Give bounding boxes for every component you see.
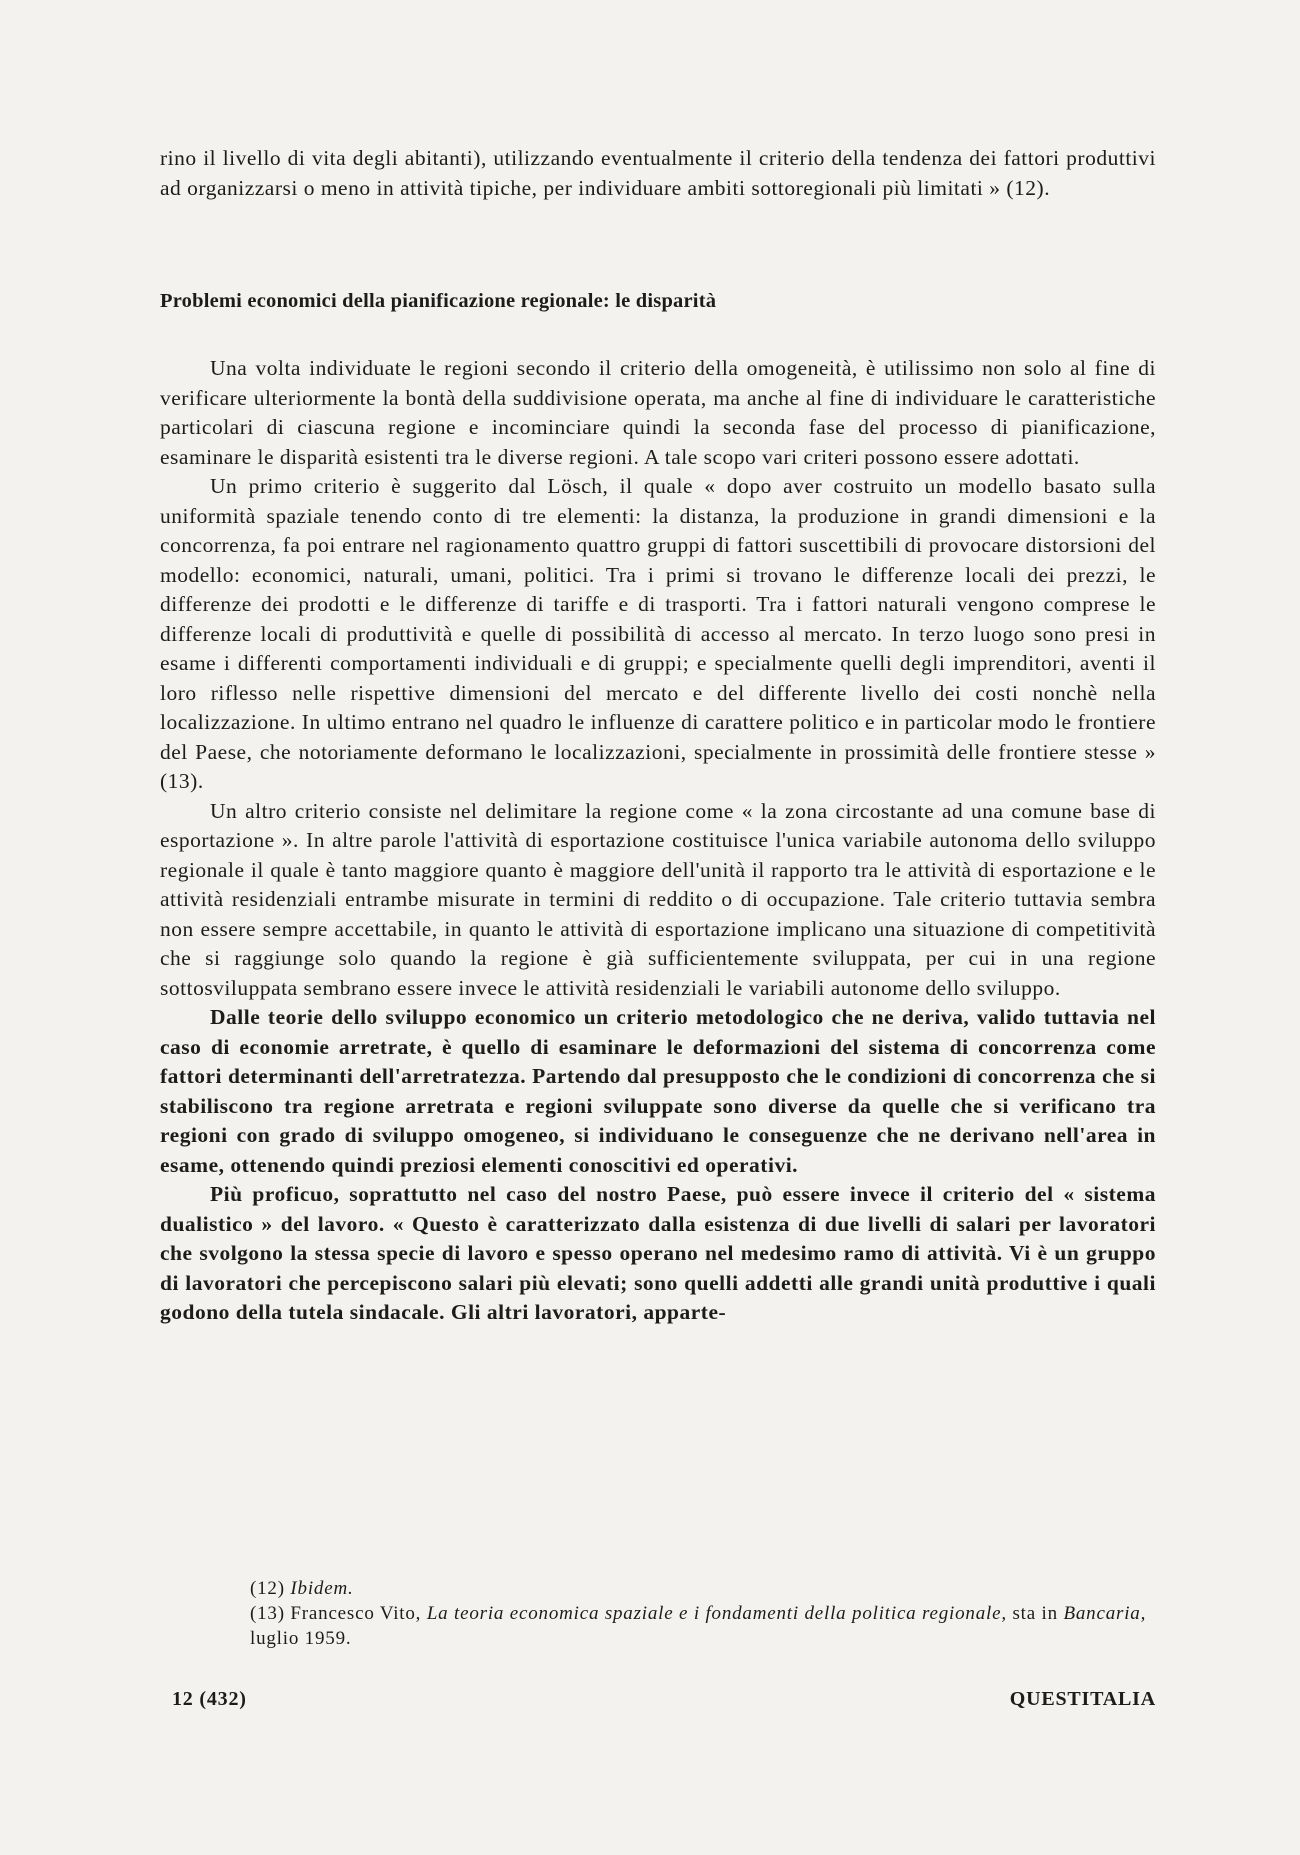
footnote-13 bbox=[250, 1601, 1156, 1651]
footnotes bbox=[250, 1576, 1156, 1651]
section-heading: Problemi economici della pianificazione regionale: le disparità bbox=[160, 290, 717, 312]
body-text bbox=[160, 354, 1156, 1328]
paragraph-continuation: rino il livello di vita degli abitanti), utilizzando eventualmente il criterio della tendenza dei fattori produttivi ad organizzarsi o meno in attività tipiche, per individuare ambiti sottoregionali più limitati » (12). bbox=[160, 146, 1156, 200]
footnote-12-number: (12) bbox=[250, 1578, 285, 1599]
paragraph-2: Un primo criterio è suggerito dal Lösch, il quale « dopo aver costruito un modello basato sulla uniformità spaziale tenendo conto di tre elementi: la distanza, la produzione in grandi dimensioni e la concorrenza, fa poi entrare nel ragionamento quattro gruppi di fattori suscettibili di provocare distorsioni del modello: economici, naturali, umani, politici. Tra i primi si trovano le differenze locali dei prezzi, le differenze dei prodotti e le differenze di tariffe e di trasporti. Tra i fattori naturali vengono comprese le differenze locali di produttività e quelle di possibilità di accesso al mercato. In terzo luogo sono presi in esame i differenti comportamenti individuali e di gruppi; e specialmente quelli degli imprenditori, aventi il loro riflesso nelle rispettive dimensioni del mercato e del differente livello dei costi nonchè nella localizzazione. In ultimo entrano nel quadro le influenze di carattere politico e in particolar modo le frontiere del Paese, che notoriamente deformano le localizzazioni, specialmente in prossimità delle frontiere stesse » (13). bbox=[160, 474, 1156, 793]
continuation-paragraph bbox=[160, 144, 1156, 203]
paragraph-1: Una volta individuate le regioni secondo il criterio della omogeneità, è utilissimo non solo al fine di verificare ulteriormente la bontà della suddivisione operata, ma anche al fine di individuare le caratteristiche particolari di ciascuna regione e incominciare quindi la seconda fase del processo di pianificazione, esaminare le disparità esistenti tra le diverse regioni. A tale scopo vari criteri possono essere adottati. bbox=[160, 356, 1156, 469]
footnote-13-date: luglio 1959. bbox=[250, 1628, 352, 1649]
paragraph-5: Più proficuo, soprattutto nel caso del nostro Paese, può essere invece il criterio del « sistema dualistico » del lavoro. « Questo è caratterizzato dalla esistenza di due livelli di salari per lavoratori che svolgono la stessa specie di lavoro e spesso operano nel medesimo ramo di attività. Vi è un gruppo di lavoratori che percepiscono salari più elevati; sono quelli addetti alle grandi unità produttive i quali godono della tutela sindacale. Gli altri lavoratori, apparte- bbox=[160, 1182, 1156, 1324]
footnote-13-title: La teoria economica spaziale e i fondamenti della politica regionale, bbox=[426, 1603, 1007, 1624]
footnote-13-mid: sta in bbox=[1012, 1603, 1058, 1624]
page-number: 12 (432) bbox=[172, 1688, 247, 1710]
footnote-12-text: Ibidem. bbox=[290, 1578, 354, 1599]
journal-name: QUESTITALIA bbox=[1009, 1688, 1156, 1710]
paragraph-3: Un altro criterio consiste nel delimitare la regione come « la zona circostante ad una comune base di esportazione ». In altre parole l'attività di esportazione costituisce l'unica variabile autonoma dello sviluppo regionale il quale è tanto maggiore quanto è maggiore dell'unità il rapporto tra le attività di esportazione e le attività residenziali entrambe misurate in termini di reddito o di occupazione. Tale criterio tuttavia sembra non essere sempre accettabile, in quanto le attività di esportazione implicano una situazione di competitività che si raggiunge solo quando la regione è già sufficientemente sviluppata, per cui in una regione sottosviluppata sembrano essere invece le attività residenziali le variabili autonome dello sviluppo. bbox=[160, 798, 1156, 1000]
footnote-13-number: (13) bbox=[250, 1603, 285, 1624]
paragraph-4: Dalle teorie dello sviluppo economico un criterio metodologico che ne deriva, valido tuttavia nel caso di economie arretrate, è quello di esaminare le deformazioni del sistema di concorrenza come fattori determinanti dell'arretratezza. Partendo dal presupposto che le condizioni di concorrenza che si stabiliscono tra regione arretrata e regioni sviluppate sono diverse da quelle che si verificano tra regioni con grado di sviluppo omogeneo, si individuano le conseguenze che ne derivano nell'area in esame, ottenendo quindi preziosi elementi conoscitivi ed operativi. bbox=[160, 1005, 1156, 1177]
footnote-13-author: Francesco Vito, bbox=[290, 1603, 422, 1624]
footnote-12 bbox=[250, 1576, 1156, 1601]
footnote-13-journal: Bancaria, bbox=[1063, 1603, 1147, 1624]
